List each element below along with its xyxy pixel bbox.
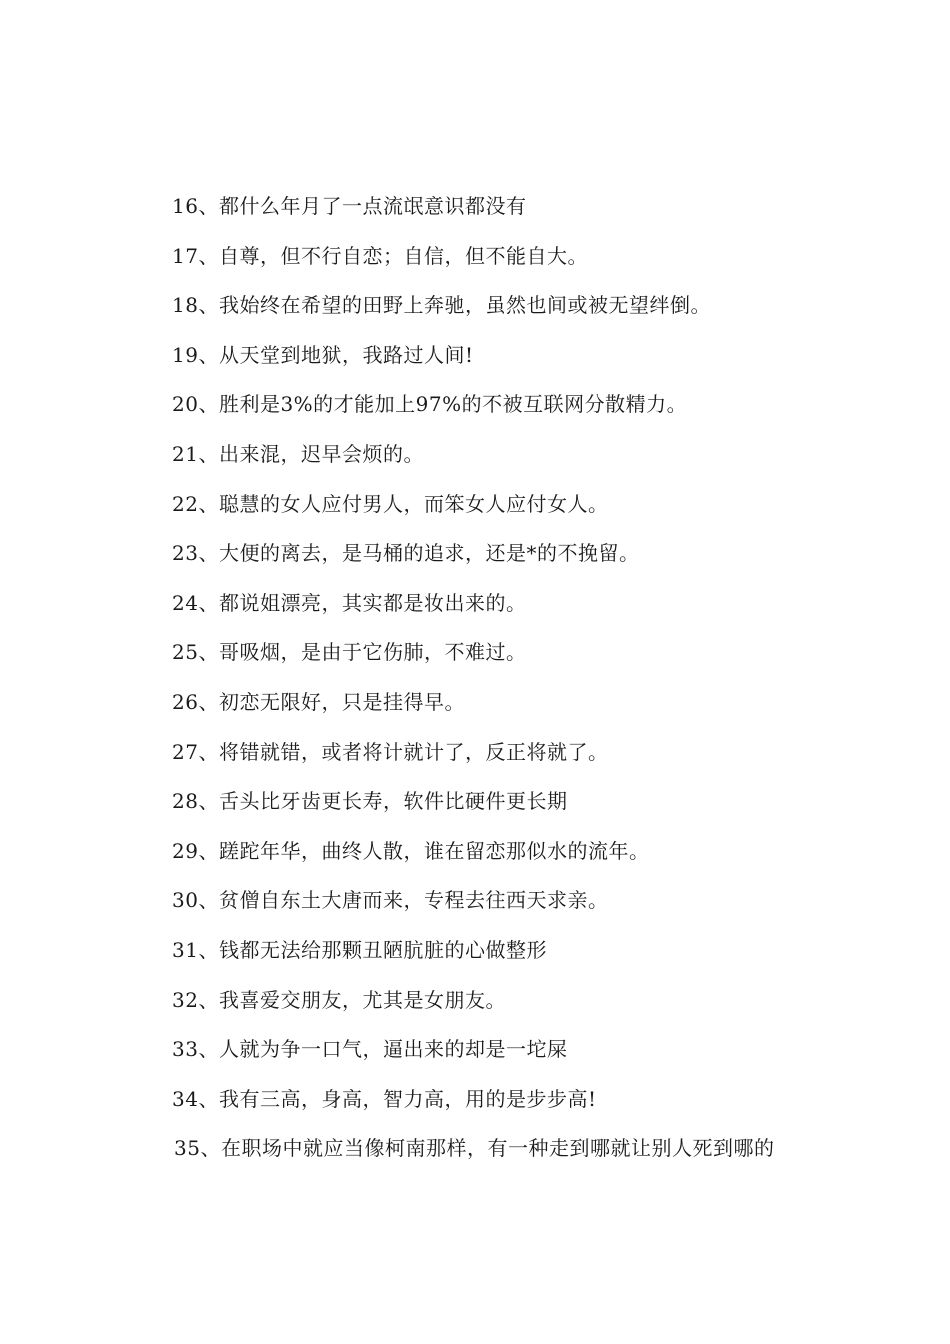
text-line-24: 24、都说姐漂亮，其实都是妆出来的。 <box>172 590 527 615</box>
text-line-31: 31、钱都无法给那颗丑陋肮脏的心做整形 <box>172 937 547 962</box>
text-line-19: 19、从天堂到地狱，我路过人间! <box>172 342 474 367</box>
text-line-21: 21、出来混，迟早会烦的。 <box>172 441 424 466</box>
text-line-20: 20、胜利是3%的才能加上97%的不被互联网分散精力。 <box>172 392 688 417</box>
text-line-18: 18、我始终在希望的田野上奔驰，虽然也间或被无望绊倒。 <box>172 293 711 318</box>
text-line-28: 28、舌头比牙齿更长寿，软件比硬件更长期 <box>172 789 568 814</box>
text-line-22: 22、聪慧的女人应付男人，而笨女人应付女人。 <box>172 491 609 516</box>
text-line-17: 17、自尊，但不行自恋；自信，但不能自大。 <box>172 243 588 268</box>
text-line-23: 23、大便的离去，是马桶的追求，还是*的不挽留。 <box>172 541 640 566</box>
text-line-35: 35、在职场中就应当像柯南那样，有一种走到哪就让别人死到哪的 <box>174 1136 775 1161</box>
text-line-30: 30、贫僧自东土大唐而来，专程去往西天求亲。 <box>172 888 609 913</box>
text-line-25: 25、哥吸烟，是由于它伤肺，不难过。 <box>172 640 527 665</box>
text-line-33: 33、人就为争一口气，逼出来的却是一坨屎 <box>172 1037 568 1062</box>
text-line-26: 26、初恋无限好，只是挂得早。 <box>172 689 465 714</box>
text-line-32: 32、我喜爱交朋友，尤其是女朋友。 <box>172 987 506 1012</box>
text-line-27: 27、将错就错，或者将计就计了，反正将就了。 <box>172 739 609 764</box>
text-line-29: 29、蹉跎年华，曲终人散，谁在留恋那似水的流年。 <box>172 838 650 863</box>
text-lines <box>172 188 872 1180</box>
text-line-34: 34、我有三高，身高，智力高，用的是步步高! <box>172 1086 597 1111</box>
text-line-16: 16、都什么年月了一点流氓意识都没有 <box>172 194 527 218</box>
